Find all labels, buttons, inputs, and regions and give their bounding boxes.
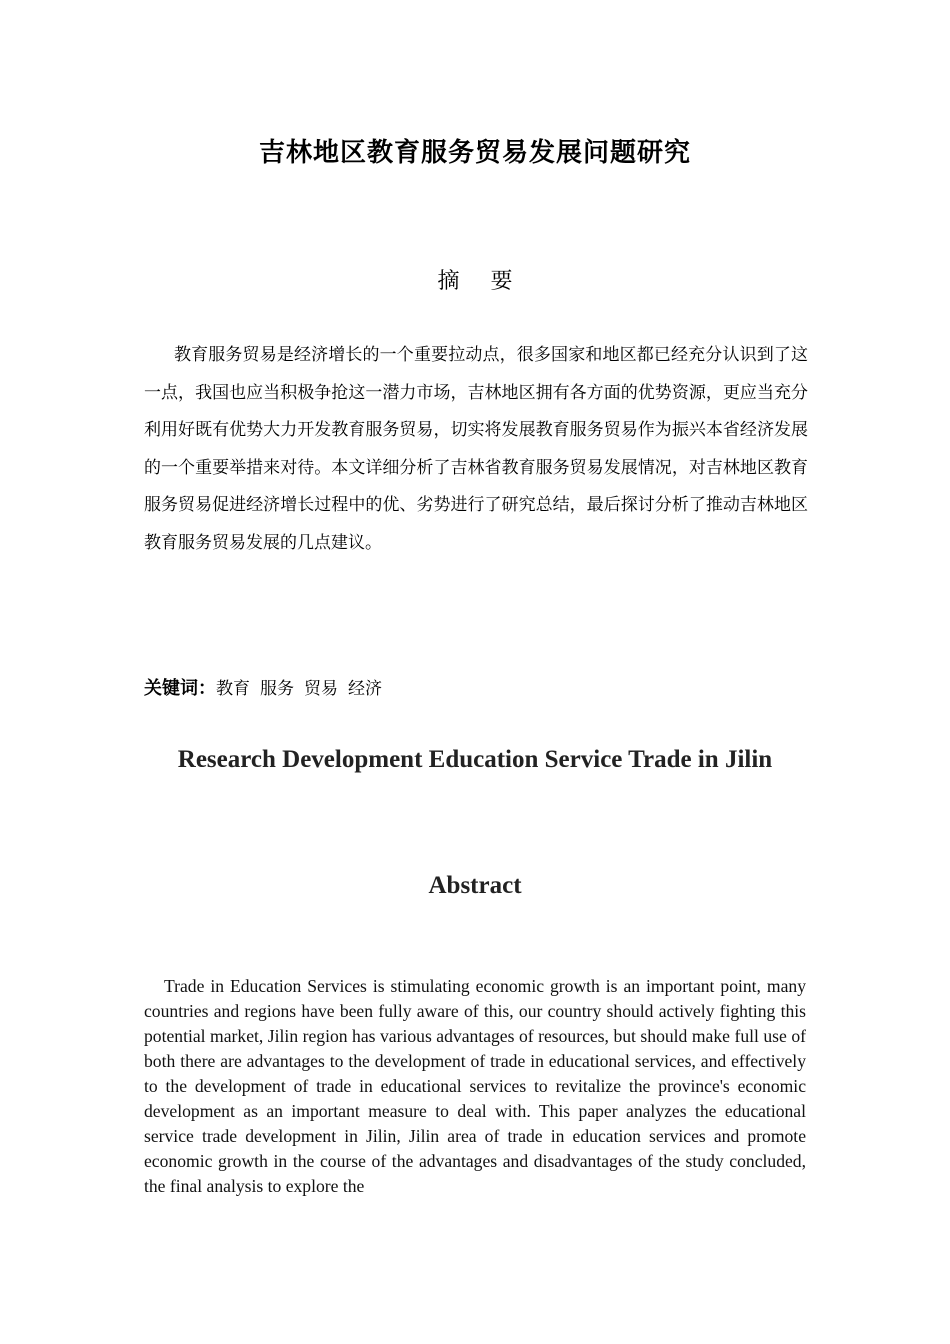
keyword: 经济 [348, 679, 382, 699]
keyword: 贸易 [304, 679, 338, 699]
keyword: 服务 [260, 679, 294, 699]
keywords-line [144, 674, 808, 704]
chinese-title: 吉林地区教育服务贸易发展问题研究 [258, 138, 691, 168]
english-title: Research Development Education Service Trade in Jilin [177, 746, 773, 773]
english-abstract-heading: Abstract [428, 872, 522, 899]
keyword: 教育 [216, 679, 250, 699]
english-abstract-body: Trade in Education Services is stimulating economic growth is an important point, many countries and regions have been fully aware of this, our country should actively fighting this potential market, Jilin region has various advantages of resources, but should make full use of both there are advantages to the development of trade in educational services, and effectively to the development of trade in educational services to revitalize the province's economic development as an important measure to deal with. This paper analyzes the educational service trade development in Jilin, Jilin area of trade in education services and promote economic growth in the course of the advantages and disadvantages of the study concluded, the final analysis to explore the [144, 976, 806, 1196]
chinese-abstract-body: 教育服务贸易是经济增长的一个重要拉动点，很多国家和地区都已经充分认识到了这一点，我国也应当积极争抢这一潜力市场，吉林地区拥有各方面的优势资源，更应当充分利用好既有优势大力开发教育服务贸易，切实将发展教育服务贸易作为振兴本省经济发展的一个重要举措来对待。本文详细分析了吉林省教育服务贸易发展情况，对吉林地区教育服务贸易促进经济增长过程中的优、劣势进行了研究总结，最后探讨分析了推动吉林地区教育服务贸易发展的几点建议。 [144, 345, 808, 553]
keywords-label: 关键词： [144, 678, 216, 699]
chinese-abstract-heading: 摘 要 [437, 269, 525, 294]
